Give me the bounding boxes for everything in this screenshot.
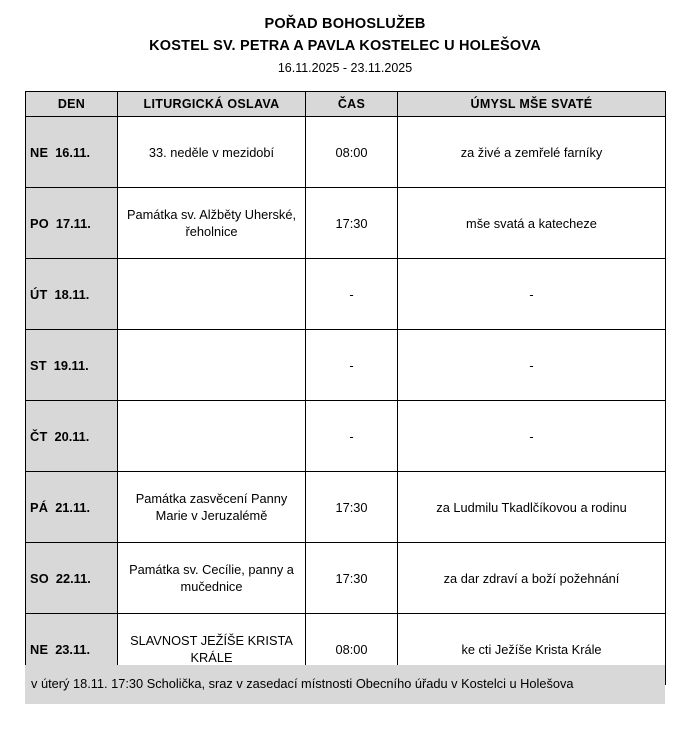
row-date: 17.11. — [55, 215, 91, 231]
table-row — [26, 401, 666, 472]
row-intention: - — [398, 259, 666, 330]
row-feast — [118, 259, 306, 330]
footer-note: v úterý 18.11. 17:30 Scholička, sraz v zasedací místnosti Obecního úřadu v Kostelci u Holešova — [25, 665, 665, 704]
row-dow: PÁ — [30, 499, 49, 515]
table-row — [26, 117, 666, 188]
row-time: 17:30 — [306, 472, 398, 543]
column-header-intention: ÚMYSL MŠE SVATÉ — [398, 92, 666, 117]
row-date: 21.11. — [55, 499, 91, 515]
row-date: 23.11. — [55, 641, 91, 657]
row-time: - — [306, 259, 398, 330]
row-intention: mše svatá a katecheze — [398, 188, 666, 259]
column-header-liturgy: LITURGICKÁ OSLAVA — [118, 92, 306, 117]
page-header — [0, 0, 690, 77]
row-date: 19.11. — [53, 357, 89, 373]
row-dow: NE — [30, 641, 49, 657]
row-feast: Památka sv. Alžběty Uherské, řeholnice — [118, 188, 306, 259]
table-header — [26, 92, 666, 117]
row-day-cell — [26, 401, 118, 472]
page-title: POŘAD BOHOSLUŽEB — [264, 16, 426, 32]
row-day-cell — [26, 117, 118, 188]
row-feast — [118, 330, 306, 401]
row-day-cell — [26, 543, 118, 614]
row-intention: - — [398, 330, 666, 401]
row-day-cell — [26, 188, 118, 259]
parish-subtitle: KOSTEL SV. PETRA A PAVLA KOSTELEC U HOLEŠOVA — [149, 38, 541, 54]
table-body — [26, 117, 666, 685]
row-dow: ČT — [30, 428, 48, 444]
row-feast: SLAVNOST JEŽÍŠE KRISTA KRÁLE — [118, 614, 306, 685]
row-intention: za živé a zemřelé farníky — [398, 117, 666, 188]
row-day-cell — [26, 472, 118, 543]
table-row — [26, 188, 666, 259]
row-day-cell — [26, 259, 118, 330]
row-dow: SO — [30, 570, 49, 586]
table-row — [26, 330, 666, 401]
row-intention: za dar zdraví a boží požehnání — [398, 543, 666, 614]
row-feast — [118, 401, 306, 472]
row-time: 17:30 — [306, 543, 398, 614]
table-row — [26, 472, 666, 543]
row-dow: NE — [30, 144, 49, 160]
row-date: 22.11. — [55, 570, 91, 586]
table-row — [26, 259, 666, 330]
schedule-table — [25, 91, 666, 685]
row-dow: PO — [30, 215, 49, 231]
row-date: 20.11. — [54, 428, 90, 444]
row-day-cell — [26, 330, 118, 401]
table-header-row — [26, 92, 666, 117]
schedule-table-wrap — [25, 91, 665, 685]
row-date: 18.11. — [54, 286, 90, 302]
row-feast: Památka sv. Cecílie, panny a mučednice — [118, 543, 306, 614]
row-dow: ST — [30, 357, 47, 373]
row-time: 08:00 — [306, 614, 398, 685]
row-time: - — [306, 330, 398, 401]
row-time: - — [306, 401, 398, 472]
row-intention: za Ludmilu Tkadlčíkovou a rodinu — [398, 472, 666, 543]
row-date: 16.11. — [55, 144, 91, 160]
row-time: 08:00 — [306, 117, 398, 188]
column-header-day: DEN — [26, 92, 118, 117]
row-dow: ÚT — [30, 286, 48, 302]
row-intention: ke cti Ježíše Krista Krále — [398, 614, 666, 685]
row-intention: - — [398, 401, 666, 472]
table-row — [26, 543, 666, 614]
row-feast: 33. neděle v mezidobí — [118, 117, 306, 188]
column-header-time: ČAS — [306, 92, 398, 117]
row-time: 17:30 — [306, 188, 398, 259]
row-feast: Památka zasvěcení Panny Marie v Jeruzalémě — [118, 472, 306, 543]
date-range: 16.11.2025 - 23.11.2025 — [277, 61, 413, 75]
